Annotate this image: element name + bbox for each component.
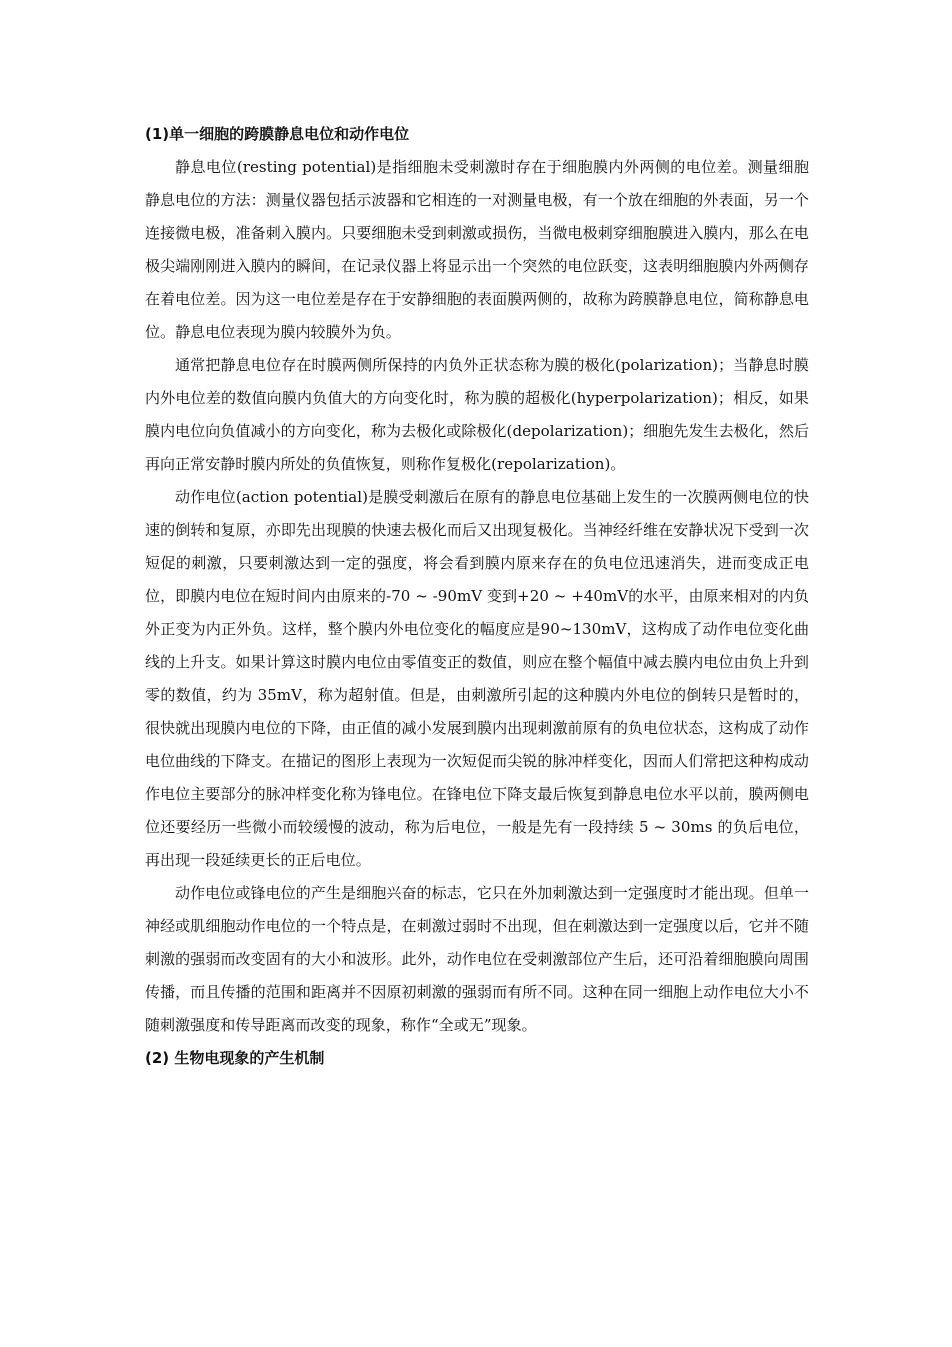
document-page [145,118,809,1075]
paragraph-resting-potential: 静息电位(resting potential)是指细胞未受刺激时存在于细胞膜内外两侧的电位差。测量细胞静息电位的方法：测量仪器包括示波器和它相连的一对测量电极，有一个放在细胞的外表面，另一个连接微电极，准备刺入膜内。只要细胞未受到刺激或损伤，当微电极刺穿细胞膜进入膜内，那么在电极尖端刚刚进入膜内的瞬间，在记录仪器上将显示出一个突然的电位跃变，这表明细胞膜内外两侧存在着电位差。因为这一电位差是存在于安静细胞的表面膜两侧的，故称为跨膜静息电位，简称静息电位。静息电位表现为膜内较膜外为负。 [145,158,809,341]
paragraph-all-or-none: 动作电位或锋电位的产生是细胞兴奋的标志，它只在外加刺激达到一定强度时才能出现。但单一神经或肌细胞动作电位的一个特点是，在刺激过弱时不出现，但在刺激达到一定强度以后，它并不随刺激的强弱而改变固有的大小和波形。此外，动作电位在受刺激部位产生后，还可沿着细胞膜向周围传播，而且传播的范围和距离并不因原初刺激的强弱而有所不同。这种在同一细胞上动作电位大小不随刺激强度和传导距离而改变的现象，称作“全或无”现象。 [145,884,809,1034]
paragraph-action-potential: 动作电位(action potential)是膜受刺激后在原有的静息电位基础上发生的一次膜两侧电位的快速的倒转和复原，亦即先出现膜的快速去极化而后又出现复极化。当神经纤维在安静状况下受到一次短促的刺激，只要刺激达到一定的强度，将会看到膜内原来存在的负电位迅速消失，进而变成正电位，即膜内电位在短时间内由原来的-70 ~ -90mV 变到+20 ~ +40mV的水平，由原来相对的内负外正变为内正外负。这样，整个膜内外电位变化的幅度应是90~130mV，这构成了动作电位变化曲线的上升支。如果计算这时膜内电位由零值变正的数值，则应在整个幅值中减去膜内电位由负上升到零的数值，约为 35mV，称为超射值。但是，由刺激所引起的这种膜内外电位的倒转只是暂时的，很快就出现膜内电位的下降，由正值的减小发展到膜内出现刺激前原有的负电位状态，这构成了动作电位曲线的下降支。在描记的图形上表现为一次短促而尖锐的脉冲样变化，因而人们常把这种构成动作电位主要部分的脉冲样变化称为锋电位。在锋电位下降支最后恢复到静息电位水平以前，膜两侧电位还要经历一些微小而较缓慢的波动，称为后电位，一般是先有一段持续 5 ~ 30ms 的负后电位，再出现一段延续更长的正后电位。 [145,488,809,869]
section-heading-2: (2) 生物电现象的产生机制 [145,1049,325,1067]
section-heading-1: (1)单一细胞的跨膜静息电位和动作电位 [145,125,410,143]
paragraph-polarization: 通常把静息电位存在时膜两侧所保持的内负外正状态称为膜的极化(polarization)；当静息时膜内外电位差的数值向膜内负值大的方向变化时，称为膜的超极化(hyperpolarization)；相反，如果膜内电位向负值减小的方向变化，称为去极化或除极化(depolarization)；细胞先发生去极化，然后再向正常安静时膜内所处的负值恢复，则称作复极化(repolarization)。 [145,356,809,473]
